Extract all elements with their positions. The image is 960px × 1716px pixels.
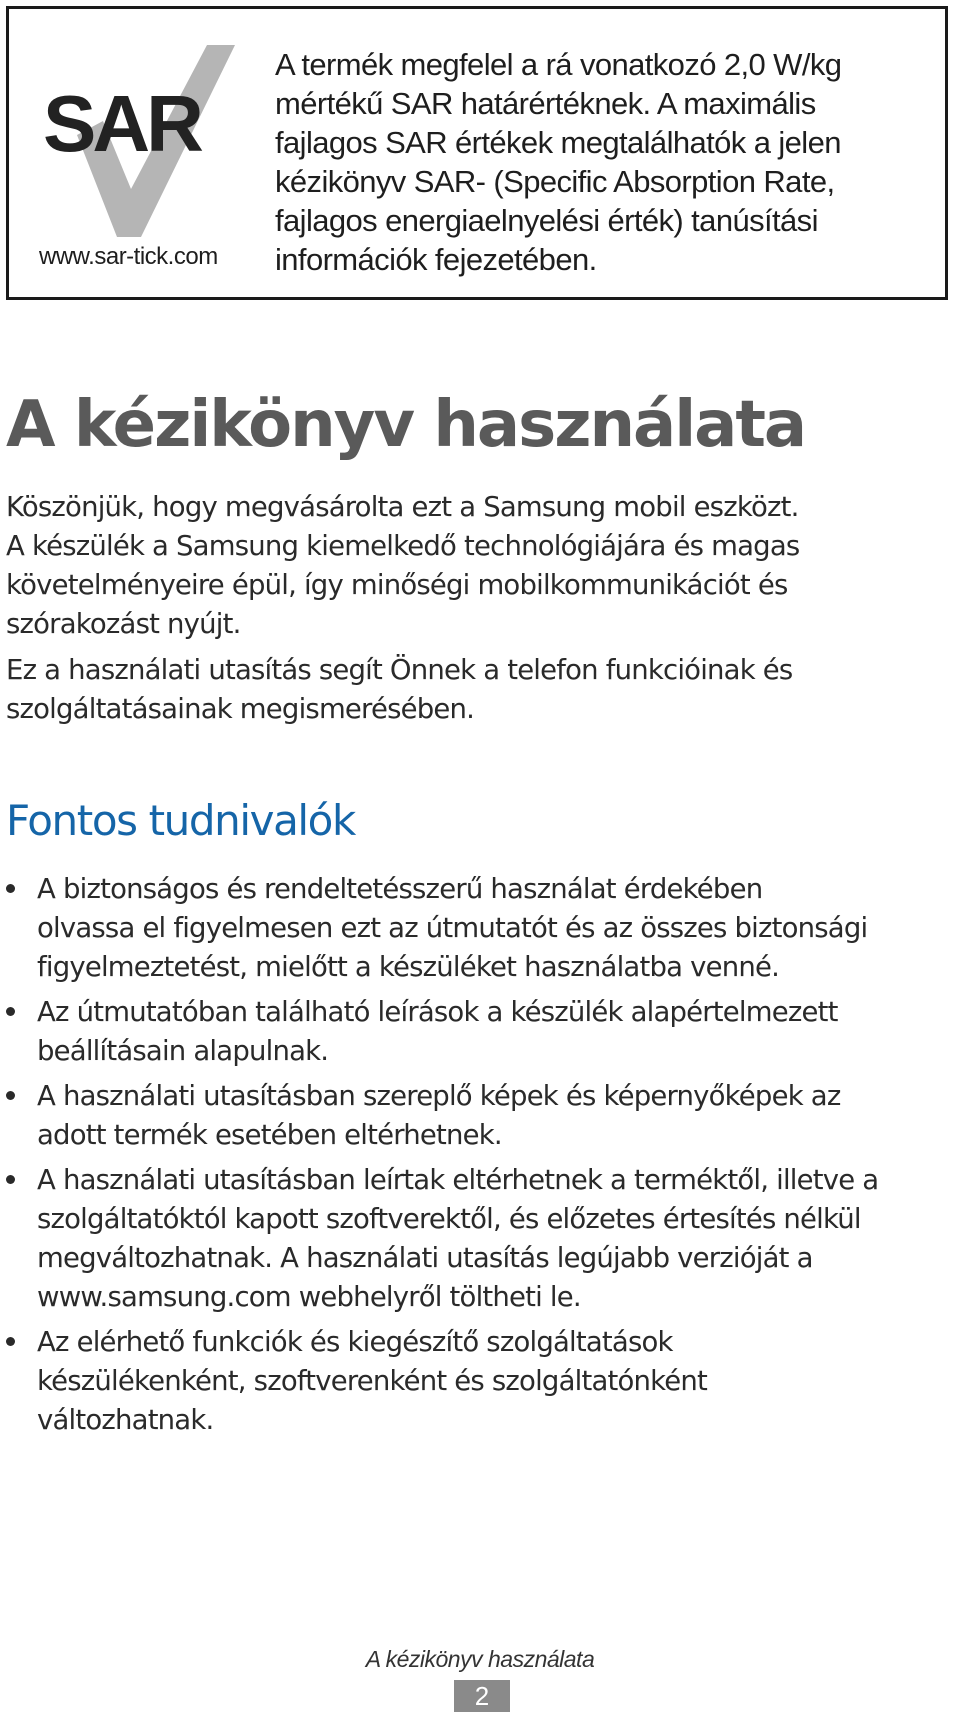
list-item-line: olvassa el figyelmesen ezt az útmutatót és az összes biztonsági [37, 912, 868, 944]
list-item [6, 1161, 946, 1317]
sar-line: fajlagos energiaelnyelési érték) tanúsítási [275, 203, 818, 238]
list-item-line: megváltozhatnak. A használati utasítás legújabb verzióját a [37, 1242, 813, 1274]
bullet-icon [6, 1175, 15, 1184]
page-title: A kézikönyv használata [6, 388, 806, 462]
list-item-line: Az útmutatóban található leírások a készülék alapértelmezett [37, 996, 838, 1028]
sar-line: kézikönyv SAR- (Specific Absorption Rate, [275, 164, 835, 199]
list-item-line: változhatnak. [37, 1404, 214, 1436]
list-item-line: figyelmeztetést, mielőtt a készüléket használatba venné. [37, 951, 780, 983]
list-item [6, 1323, 946, 1440]
section-title: Fontos tudnivalók [6, 796, 355, 845]
intro-text [6, 488, 936, 729]
sar-notice-box [6, 6, 948, 300]
sar-url: www.sar-tick.com [39, 243, 218, 270]
sar-description [275, 45, 935, 279]
list-item [6, 993, 946, 1071]
list-item-line: A biztonságos és rendeltetésszerű használat érdekében [37, 873, 763, 905]
list-item-line: Az elérhető funkciók és kiegészítő szolgáltatások [37, 1326, 673, 1358]
bullet-icon [6, 1091, 15, 1100]
list-item-line: A használati utasításban leírtak eltérhetnek a terméktől, illetve a [37, 1164, 879, 1196]
sar-line: A termék megfelel a rá vonatkozó 2,0 W/kg [275, 47, 842, 82]
sar-logo-text: SAR [43, 79, 200, 168]
list-item-line: szolgáltatóktól kapott szoftverektől, és előzetes értesítés nélkül [37, 1203, 861, 1235]
intro-line: követelményeire épül, így minőségi mobilkommunikációt és [6, 569, 788, 601]
intro-line: szórakozást nyújt. [6, 608, 241, 640]
list-item-line: beállításain alapulnak. [37, 1035, 329, 1067]
list-item-line: www.samsung.com webhelyről töltheti le. [37, 1281, 581, 1313]
intro-line: Köszönjük, hogy megvásárolta ezt a Samsung mobil eszközt. [6, 491, 799, 523]
intro-paragraph [6, 488, 936, 644]
bullet-icon [6, 884, 15, 893]
list-item [6, 870, 946, 987]
intro-line: szolgáltatásainak megismerésében. [6, 693, 475, 725]
sar-line: információk fejezetében. [275, 242, 597, 277]
bullet-icon [6, 1337, 15, 1346]
list-item-line: készülékenként, szoftverenként és szolgáltatónként [37, 1365, 708, 1397]
bullet-icon [6, 1007, 15, 1016]
page-number: 2 [454, 1680, 510, 1712]
sar-tick-logo [39, 39, 259, 239]
list-item-line: adott termék esetében eltérhetnek. [37, 1119, 502, 1151]
intro-paragraph [6, 651, 936, 729]
important-notes-list [6, 870, 946, 1446]
footer-section-label: A kézikönyv használata [365, 1646, 595, 1672]
intro-line: A készülék a Samsung kiemelkedő technológiájára és magas [6, 530, 800, 562]
intro-line: Ez a használati utasítás segít Önnek a telefon funkcióinak és [6, 654, 793, 686]
sar-line: fajlagos SAR értékek megtalálhatók a jelen [275, 125, 841, 160]
sar-line: mértékű SAR határértéknek. A maximális [275, 86, 816, 121]
list-item [6, 1077, 946, 1155]
list-item-line: A használati utasításban szereplő képek és képernyőképek az [37, 1080, 841, 1112]
